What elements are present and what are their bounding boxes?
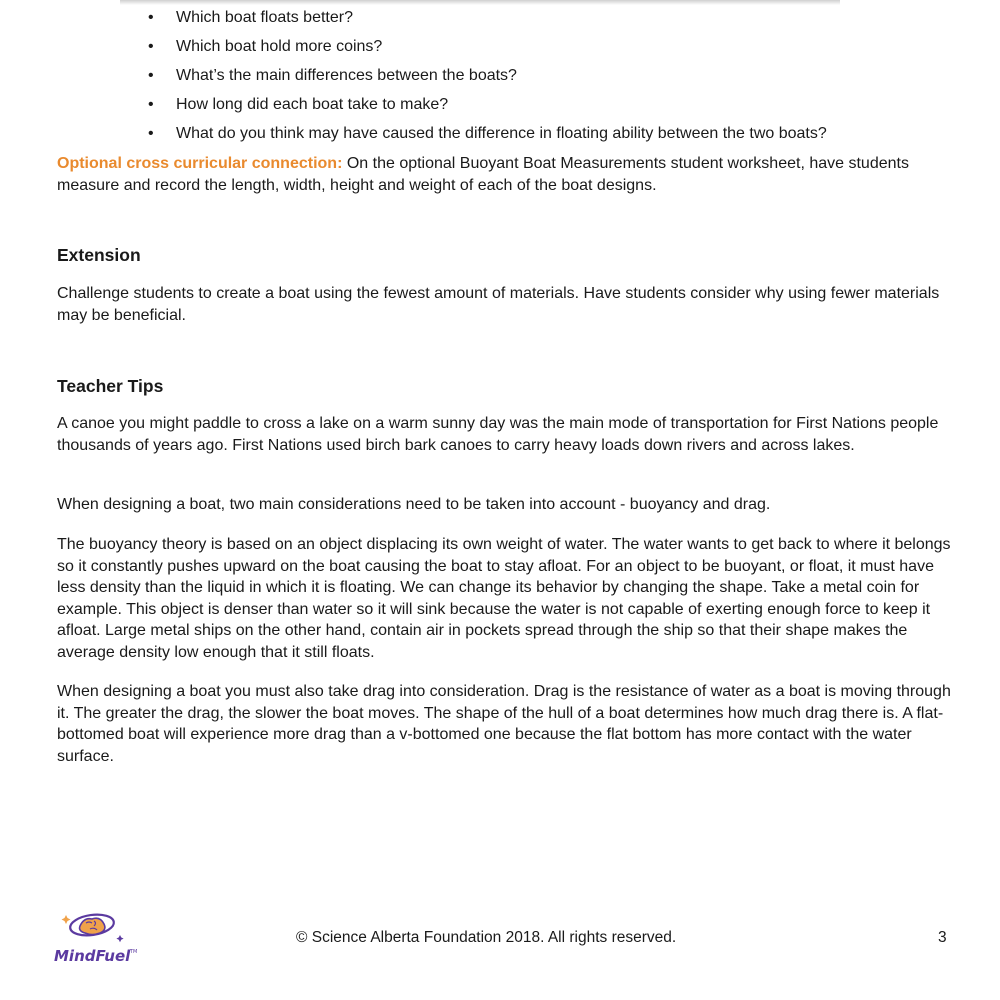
optional-connection-paragraph <box>57 153 957 196</box>
extension-text: Challenge students to create a boat using the fewest amount of materials. Have students consider why using fewer materials may be beneficial. <box>57 285 940 324</box>
extension-heading: Extension <box>57 245 141 265</box>
optional-connection-text: On the optional Buoyant Boat Measurements student worksheet, have students measure and record the length, width, height and weight of each of the boat designs. <box>57 155 909 194</box>
bullet-icon: • <box>148 96 154 113</box>
bullet-icon: • <box>148 125 154 142</box>
teacher-tips-paragraph-1: A canoe you might paddle to cross a lake on a warm sunny day was the main mode of transportation for First Nations people thousands of years ago. First Nations used birch bark canoes to carry heavy loads down rivers and across lakes. <box>57 415 939 454</box>
teacher-tips-paragraph-2: When designing a boat, two main considerations need to be taken into account - buoyancy and drag. <box>57 496 771 513</box>
logo-trademark: TM <box>130 949 138 955</box>
logo-wordmark: MindFuel <box>54 947 131 965</box>
copyright-text: © Science Alberta Foundation 2018. All rights reserved. <box>296 929 677 946</box>
bullet-icon: • <box>148 38 154 55</box>
page-number: 3 <box>938 929 947 946</box>
bullet-icon: • <box>148 9 154 26</box>
optional-connection-label: Optional cross curricular connection: <box>57 155 343 172</box>
teacher-tips-heading: Teacher Tips <box>57 376 164 396</box>
teacher-tips-paragraph-4: When designing a boat you must also take drag into consideration. Drag is the resistance of water as a boat is moving through it. The greater the drag, the slower the boat moves. The shape of the hull of a boat determines how much drag there is. A flat-bottomed boat will experience more drag than a v-bottomed one because the flat bottom has more contact with the water surface. <box>57 683 951 765</box>
mindfuel-logo <box>50 905 140 975</box>
brain-icon <box>62 912 124 942</box>
cropped-text-edge <box>120 0 840 5</box>
bullet-icon: • <box>148 67 154 84</box>
teacher-tips-paragraph-3: The buoyancy theory is based on an object displacing its own weight of water. The water wants to get back to where it belongs so it constantly pushes upward on the boat causing the boat to stay afloat. For an object to be buoyant, or float, it must have less density than the liquid in which it is floating. We can change its behavior by changing the shape. Take a metal coin for example. This object is denser than water so it will sink because the water is not capable of exerting enough force to keep it afloat. Large metal ships on the other hand, contain air in pockets spread through the ship so that their shape makes the average density low enough that it still floats. <box>57 536 951 661</box>
